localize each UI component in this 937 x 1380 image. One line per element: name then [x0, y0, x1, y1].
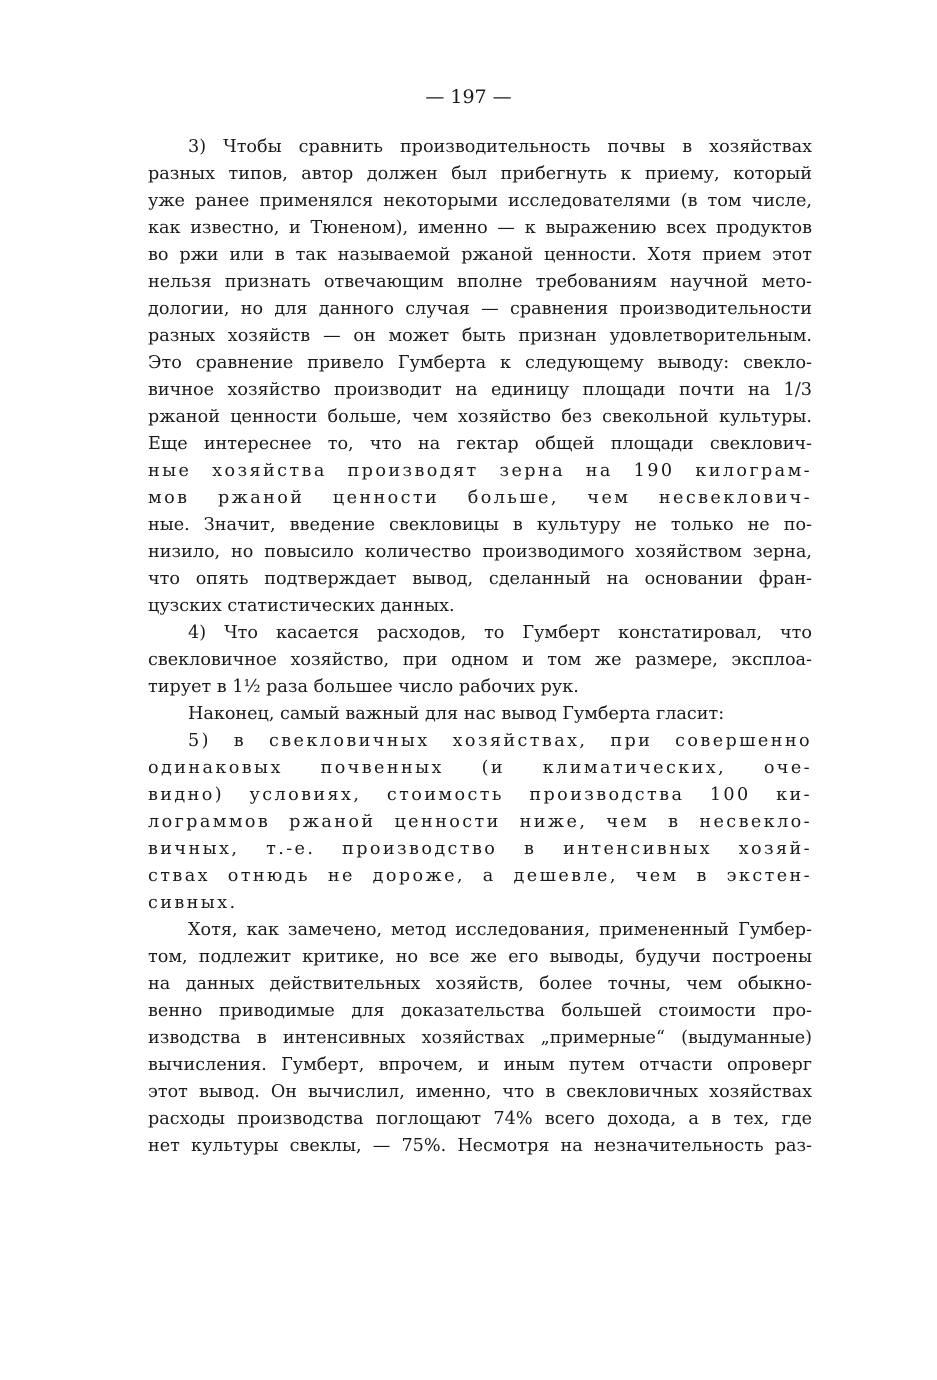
text-line-spaced: ные хозяйства производят зерна на 190 килограм- — [148, 461, 812, 481]
page-number: — 197 — — [425, 86, 512, 108]
text-line: тирует в 1½ раза большее число рабочих рук. — [148, 677, 579, 697]
text-line: Наконец, самый важный для нас вывод Гумберта гласит: — [188, 704, 725, 724]
text-line: Это сравнение привело Гумберта к следующему выводу: свекло- — [148, 353, 812, 373]
text-line: цузских статистических данных. — [148, 596, 455, 616]
text-line: нет культуры свеклы, — 75%. Несмотря на незначительность раз- — [148, 1136, 812, 1156]
text-line: 3) Чтобы сравнить производительность почвы в хозяйствах — [188, 137, 812, 157]
text-line: как известно, и Тюненом), именно — к выражению всех продуктов — [148, 218, 812, 238]
text-line: 4) Что касается расходов, то Гумберт констатировал, что — [188, 623, 812, 643]
text-line: этот вывод. Он вычислил, именно, что в свекловичных хозяйствах — [148, 1082, 812, 1102]
text-line-spaced: мов ржаной ценности больше, чем несвеклович- — [148, 488, 812, 508]
text-line-spaced: одинаковых почвенных (и климатических, оче- — [148, 758, 812, 778]
text-line: Еще интереснее то, что на гектар общей площади свеклович- — [148, 434, 812, 454]
text-line-spaced: ствах отнюдь не дороже, а дешевле, чем в экстен- — [148, 866, 812, 886]
text-line: во ржи или в так называемой ржаной ценности. Хотя прием этот — [148, 245, 812, 265]
text-line: том, подлежит критике, но все же его выводы, будучи построены — [148, 947, 812, 967]
text-line-spaced: видно) условиях, стоимость производства 100 ки- — [148, 785, 812, 805]
text-line: ржаной ценности больше, чем хозяйство без свекольной культуры. — [148, 407, 812, 427]
text-line: ные. Значит, введение свекловицы в культуру не только не по- — [148, 515, 812, 535]
text-line: на данных действительных хозяйств, более точны, чем обыкно- — [148, 974, 812, 994]
text-line-spaced: 5) в свекловичных хозяйствах, при совершенно — [188, 731, 812, 751]
text-line: свекловичное хозяйство, при одном и том же размере, эксплоа- — [148, 650, 812, 670]
text-line-spaced: сивных. — [148, 893, 238, 913]
text-line: вичное хозяйство производит на единицу площади почти на 1/3 — [148, 380, 812, 400]
text-line-spaced: вичных, т.-е. производство в интенсивных хозяй- — [148, 839, 812, 859]
text-line: изводства в интенсивных хозяйствах „примерные“ (выдуманные) — [148, 1028, 812, 1048]
text-line: нельзя признать отвечающим вполне требованиям научной мето- — [148, 272, 812, 292]
text-line: Хотя, как замечено, метод исследования, примененный Гумбер- — [188, 920, 812, 940]
text-line: уже ранее применялся некоторыми исследователями (в том числе, — [148, 191, 812, 211]
text-line: низило, но повысило количество производимого хозяйством зерна, — [148, 542, 812, 562]
text-line: вычисления. Гумберт, впрочем, и иным путем отчасти опроверг — [148, 1055, 812, 1075]
text-line: разных типов, автор должен был прибегнуть к приему, который — [148, 164, 812, 184]
body-text — [148, 134, 812, 1160]
text-line: расходы производства поглощают 74% всего дохода, а в тех, где — [148, 1109, 812, 1129]
text-line: венно приводимые для доказательства большей стоимости про- — [148, 1001, 812, 1021]
text-line: что опять подтверждает вывод, сделанный на основании фран- — [148, 569, 812, 589]
text-line-spaced: лограммов ржаной ценности ниже, чем в несвекло- — [148, 812, 812, 832]
text-line: дологии, но для данного случая — сравнения производительности — [148, 299, 812, 319]
text-line: разных хозяйств — он может быть признан удовлетворительным. — [148, 326, 812, 346]
